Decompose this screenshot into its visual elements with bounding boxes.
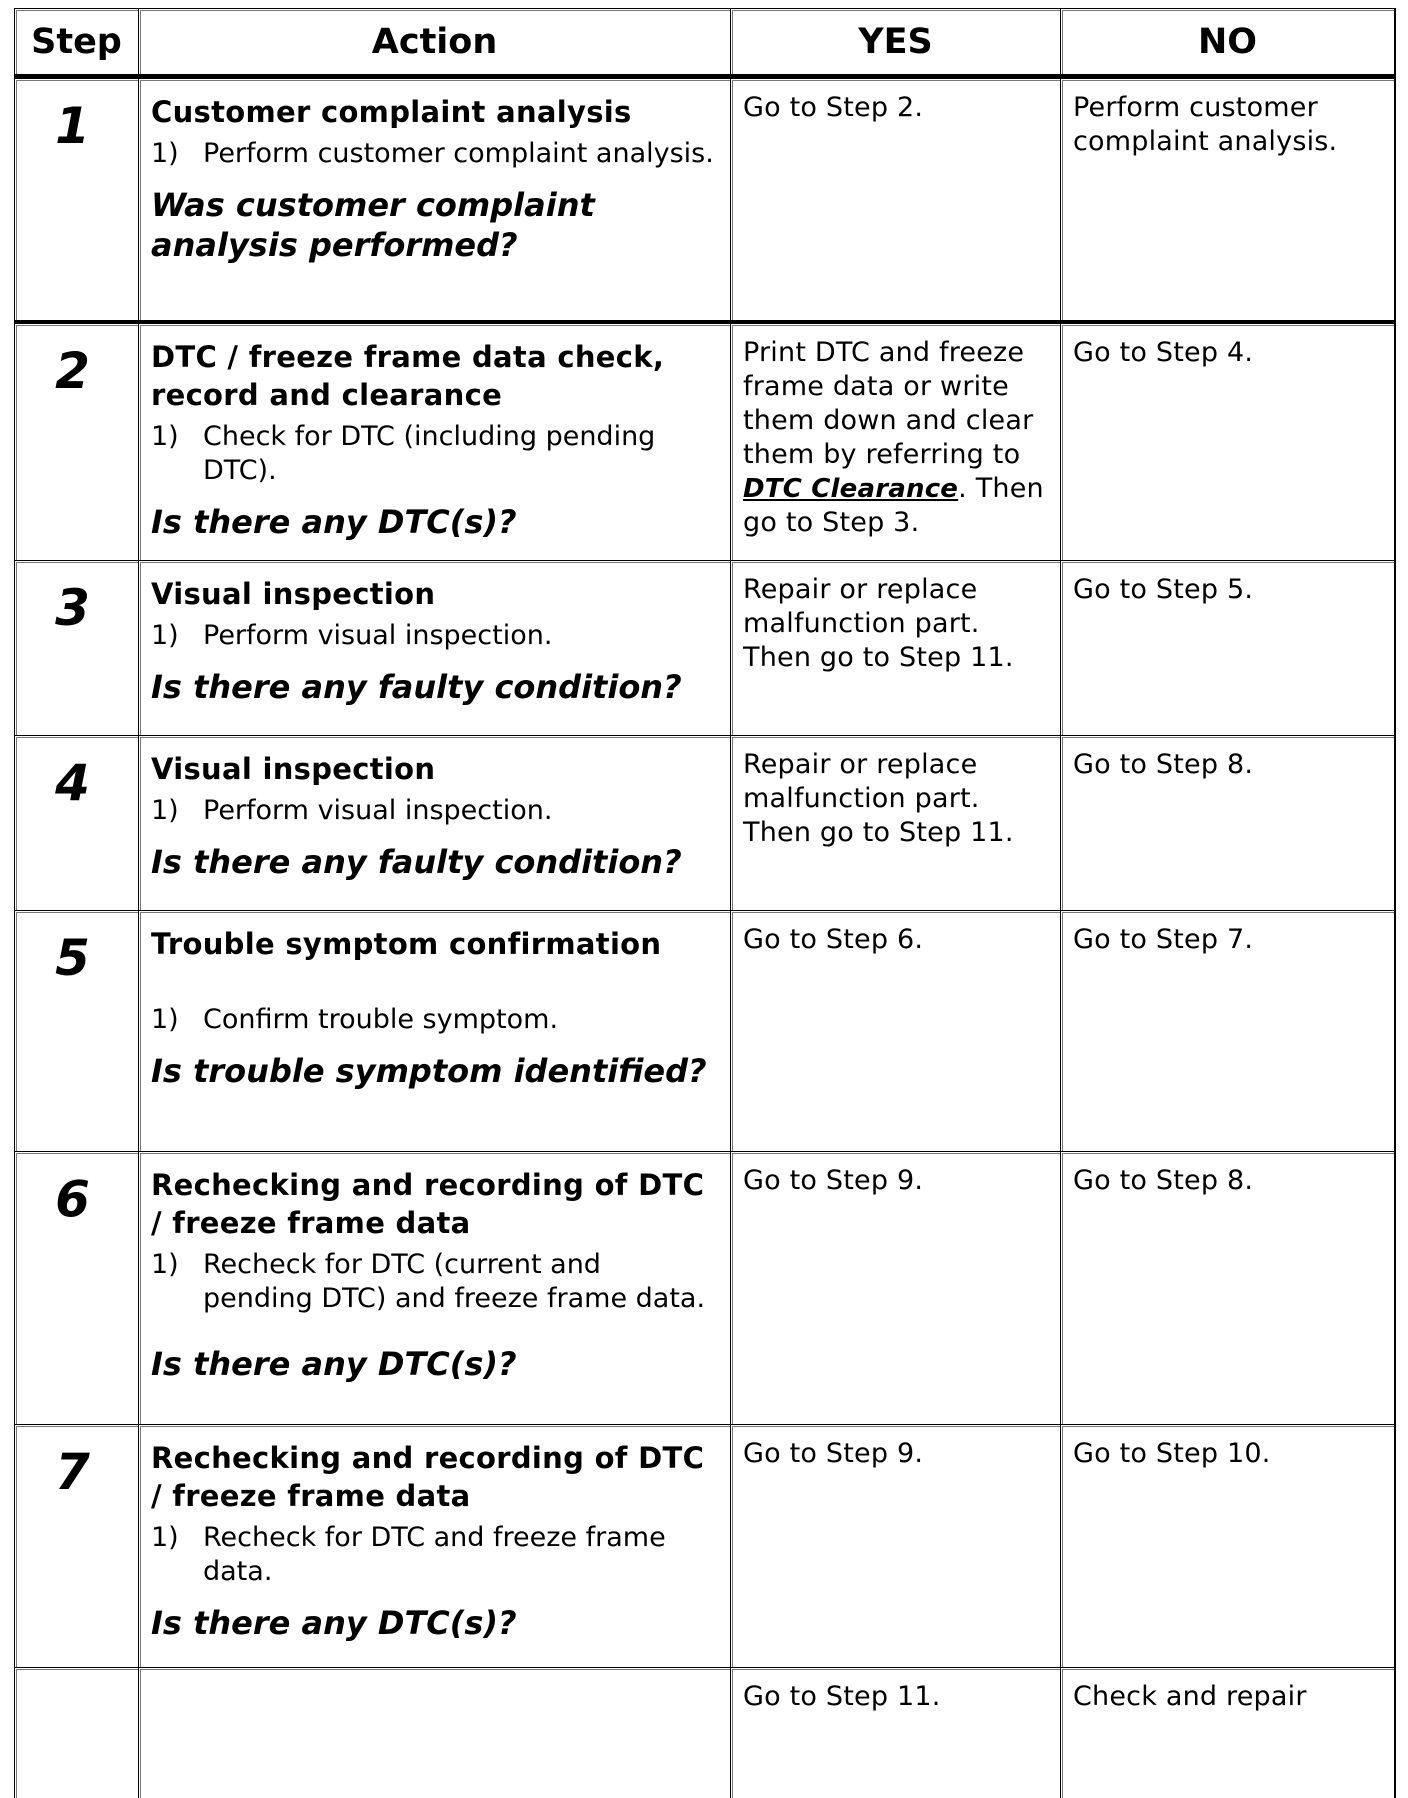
action-title: DTC / freeze frame data check, record and clearance [151,340,665,412]
action-question: Is there any faulty condition? [151,843,682,881]
step-cell [14,78,138,320]
header-yes: YES [730,8,1060,78]
action-title: Trouble symptom confirmation [151,927,662,961]
action-item [151,619,718,653]
action-item [151,1248,718,1316]
table-row [14,320,1396,560]
dtc-clearance-link[interactable]: DTC Clearance [743,474,959,504]
action-title: Visual inspection [151,752,436,786]
yes-cell [730,320,1060,560]
yes-cell: Go to Step 2. [730,78,1060,320]
item-text: Perform customer complaint analysis. [203,138,714,169]
step-number: 5 [55,929,90,987]
yes-cell: Go to Step 6. [730,910,1060,1151]
yes-cell: Repair or replace malfunction part. Then go to Step 11. [730,735,1060,910]
action-question: Was customer complaint analysis performed? [151,186,595,264]
header-row [14,8,1396,78]
action-question: Is trouble symptom identified? [151,1052,707,1090]
step-cell [14,910,138,1151]
action-cell [138,1151,730,1424]
header-step: Step [14,8,138,78]
no-cell: Go to Step 8. [1060,735,1396,910]
item-text: Perform visual inspection. [203,795,553,826]
action-item [151,1003,718,1037]
item-text: Confirm trouble symptom. [203,1004,559,1035]
step-cell [14,1667,138,1798]
action-cell [138,735,730,910]
action-cell [138,78,730,320]
action-item [151,137,718,171]
no-cell: Check and repair [1060,1667,1396,1798]
step-cell [14,1424,138,1667]
yes-text: Print DTC and freeze frame data or write them down and clear them by referring to [743,337,1034,470]
item-text: Perform visual inspection. [203,620,553,651]
header-no: NO [1060,8,1396,78]
step-number: 2 [55,342,90,400]
table-row [14,1667,1396,1798]
yes-text-tail: . Then go to Step 3. [743,473,1044,538]
yes-cell: Repair or replace malfunction part. Then go to Step 11. [730,560,1060,735]
no-cell: Go to Step 10. [1060,1424,1396,1667]
yes-cell: Go to Step 11. [730,1667,1060,1798]
item-text: Check for DTC (including pending DTC). [203,421,656,486]
table-row [14,1424,1396,1667]
action-item [151,794,718,828]
item-number: 1) [151,1249,179,1280]
yes-cell: Go to Step 9. [730,1151,1060,1424]
header-action: Action [138,8,730,78]
troubleshooting-table [14,8,1396,1798]
action-title: Customer complaint analysis [151,95,632,129]
table-row [14,735,1396,910]
no-cell: Go to Step 8. [1060,1151,1396,1424]
no-cell: Perform customer complaint analysis. [1060,78,1396,320]
table-row [14,78,1396,320]
item-number: 1) [151,1004,179,1035]
step-number: 1 [55,97,90,155]
action-title: Visual inspection [151,577,436,611]
action-cell [138,910,730,1151]
action-question: Is there any DTC(s)? [151,1345,517,1383]
table-row [14,560,1396,735]
step-number: 3 [55,579,90,637]
table-row [14,910,1396,1151]
action-cell [138,1667,730,1798]
item-number: 1) [151,620,179,651]
item-number: 1) [151,795,179,826]
yes-cell: Go to Step 9. [730,1424,1060,1667]
action-cell [138,560,730,735]
action-cell [138,1424,730,1667]
step-number: 6 [55,1170,90,1228]
item-text: Recheck for DTC (current and pending DTC) and freeze frame data. [203,1249,706,1314]
diagnostic-flow-table [14,8,1396,1798]
action-question: Is there any DTC(s)? [151,503,517,541]
action-item [151,1521,718,1589]
action-title: Rechecking and recording of DTC / freeze frame data [151,1441,705,1513]
no-cell: Go to Step 4. [1060,320,1396,560]
step-number: 4 [55,754,90,812]
item-number: 1) [151,138,179,169]
step-number: 7 [55,1443,90,1501]
action-cell [138,320,730,560]
table-row [14,1151,1396,1424]
step-cell [14,560,138,735]
item-number: 1) [151,1522,179,1553]
step-cell [14,320,138,560]
no-cell: Go to Step 5. [1060,560,1396,735]
action-item [151,420,718,488]
action-title: Rechecking and recording of DTC / freeze frame data [151,1168,705,1240]
action-question: Is there any faulty condition? [151,668,682,706]
action-question: Is there any DTC(s)? [151,1604,517,1642]
step-cell [14,735,138,910]
step-cell [14,1151,138,1424]
no-cell: Go to Step 7. [1060,910,1396,1151]
item-text: Recheck for DTC and freeze frame data. [203,1522,666,1587]
item-number: 1) [151,421,179,452]
